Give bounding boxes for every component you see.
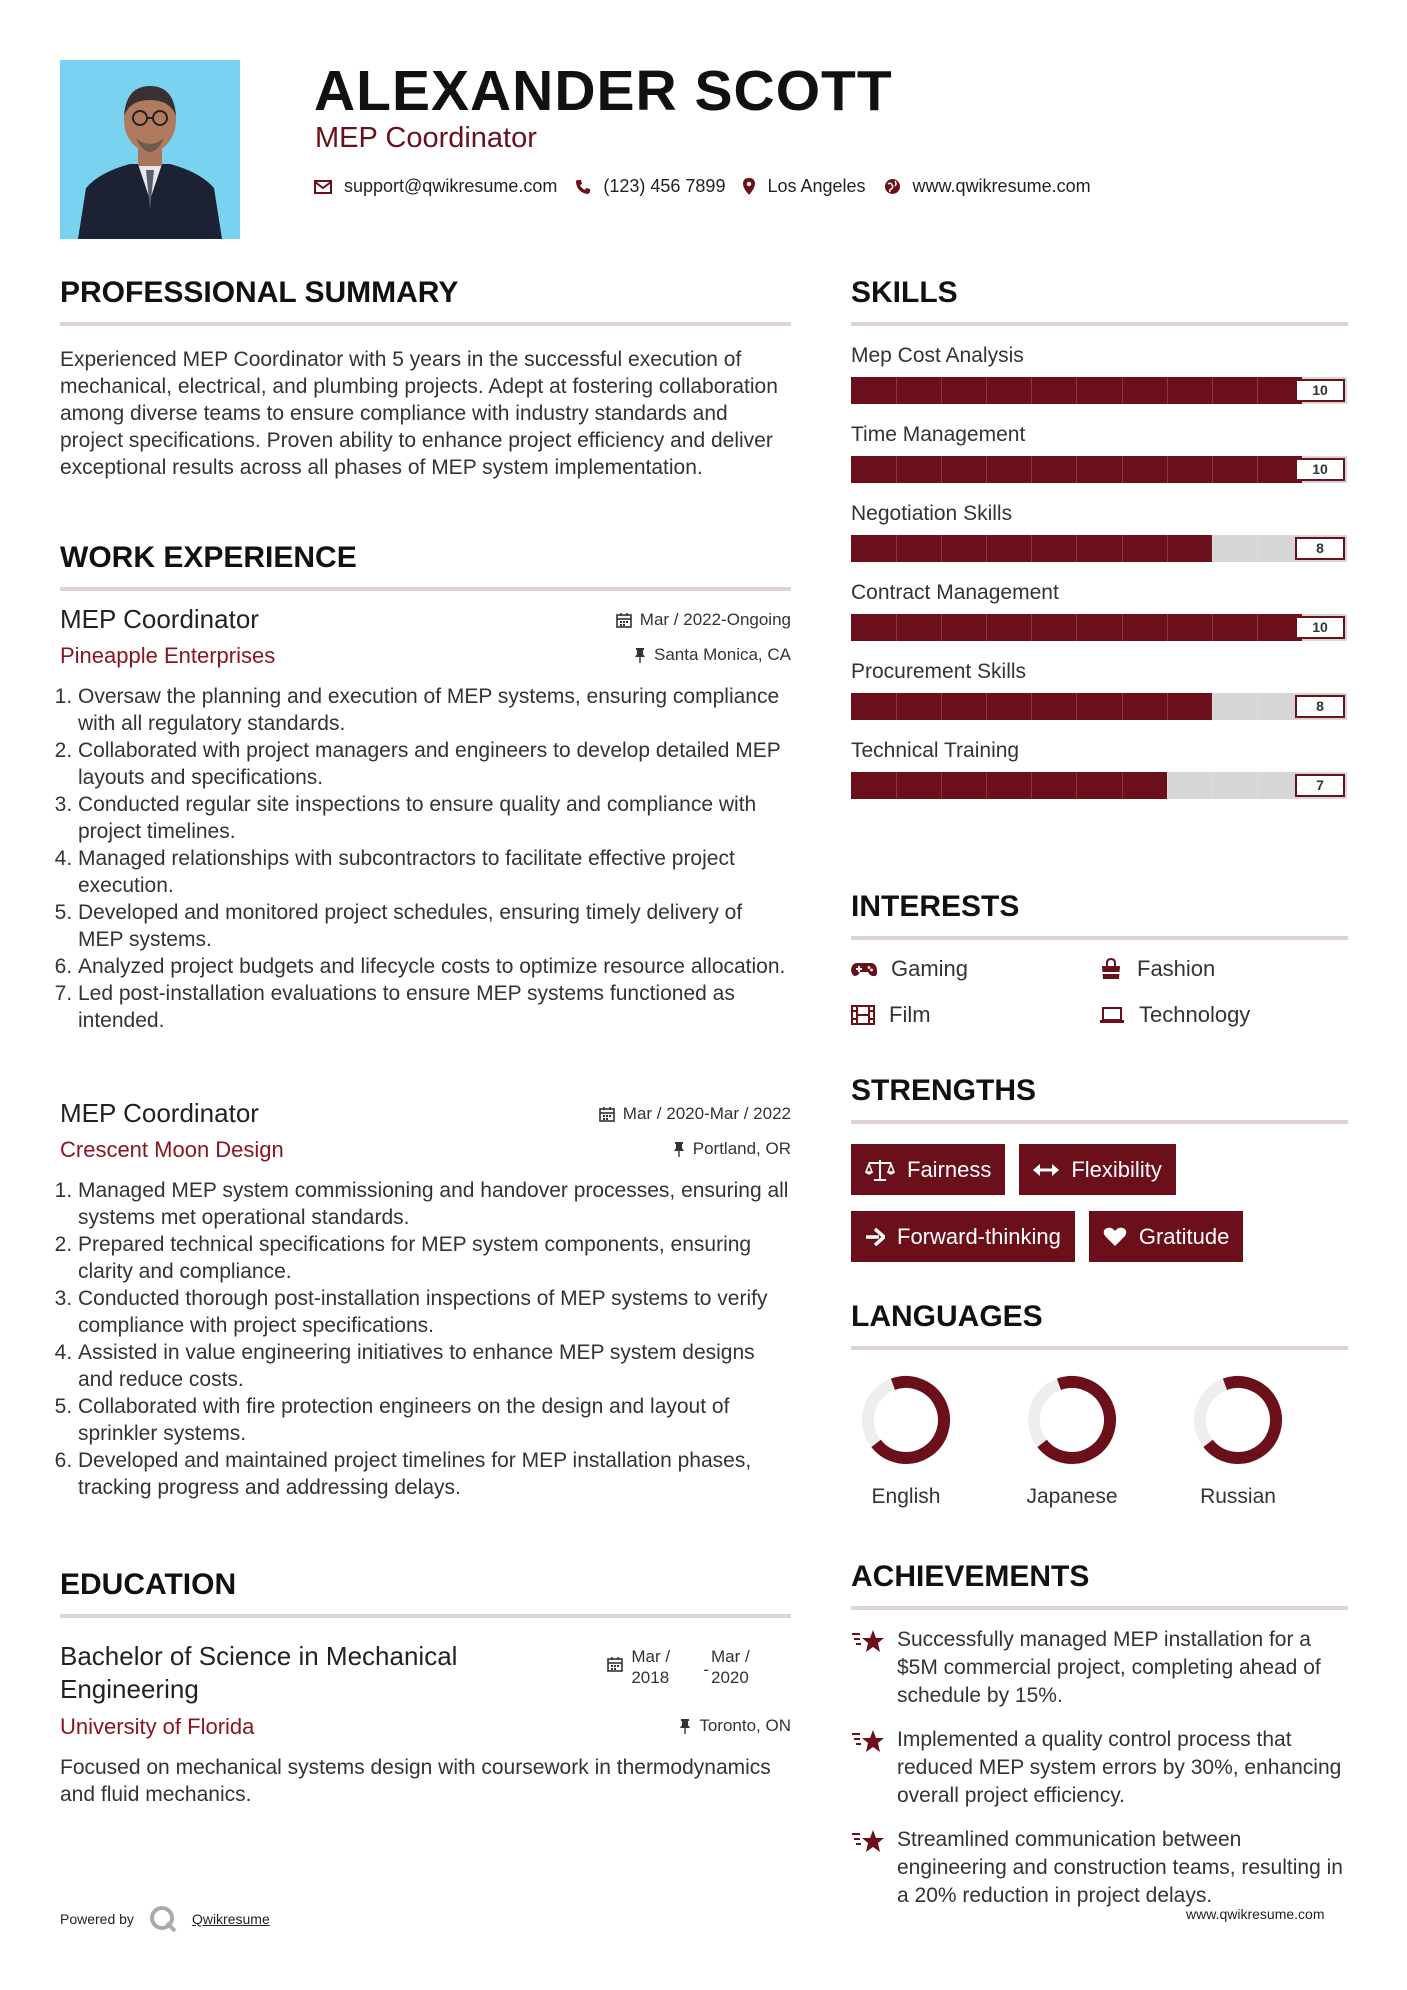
contact-website[interactable]	[884, 176, 1091, 197]
strength-label: Fairness	[907, 1156, 992, 1182]
candidate-name: ALEXANDER SCOTT	[314, 59, 893, 123]
skill-bar-segment	[1031, 456, 1032, 483]
strength-label: Forward-thinking	[897, 1223, 1061, 1249]
skill-bar-segment	[1212, 377, 1213, 404]
skill-bar-segment	[1257, 377, 1258, 404]
section-divider	[60, 587, 791, 591]
envelope-icon	[314, 180, 332, 194]
skill-bar-segment	[986, 456, 987, 483]
skill-bar-segment	[986, 772, 987, 799]
skill-bar-segment	[941, 614, 942, 641]
strength-label: Gratitude	[1138, 1223, 1230, 1249]
job-entry	[60, 1098, 791, 1501]
degree-title: Bachelor of Science in Mechanical Engineering	[60, 1641, 458, 1704]
skill-bar-segment	[986, 614, 987, 641]
skill-bar-segment	[1031, 535, 1032, 562]
section-divider	[851, 1120, 1348, 1124]
skill-item	[851, 581, 1348, 641]
skill-bar-segment	[1122, 377, 1123, 404]
language-item	[1183, 1372, 1293, 1509]
skill-bar-segment	[1076, 693, 1077, 720]
language-name: Japanese	[1026, 1485, 1118, 1508]
list-item: 2. Collaborated with project managers and engineers to develop detailed MEP layouts and specifications.	[78, 737, 791, 791]
contact-phone[interactable]	[575, 176, 725, 197]
skill-bar-segment	[1257, 614, 1258, 641]
star-icon	[851, 1728, 885, 1756]
skills-list	[851, 344, 1348, 799]
achievement-item	[851, 1626, 1348, 1710]
skill-bar	[851, 535, 1347, 562]
footer-powered-by	[60, 1904, 270, 1934]
list-item: 1. Oversaw the planning and execution of MEP systems, ensuring compliance with all regulatory standards.	[78, 683, 791, 737]
interest-label: Technology	[1139, 1002, 1251, 1027]
job-responsibilities	[60, 683, 791, 1034]
film-icon	[851, 1005, 875, 1025]
skill-level: 7	[1295, 774, 1345, 797]
language-gauge	[1017, 1372, 1127, 1468]
interest-item	[851, 956, 1099, 982]
job-date: Mar / 2022-Ongoing	[616, 610, 791, 630]
list-item: 2. Prepared technical specifications for MEP system components, ensuring clarity and compliance.	[78, 1231, 791, 1285]
skill-bar-segment	[1031, 772, 1032, 799]
skills-section	[851, 276, 1348, 799]
list-item: 3. Conducted regular site inspections to ensure quality and compliance with project timelines.	[78, 791, 791, 845]
skill-bar-segment	[1076, 456, 1077, 483]
company-name: Pineapple Enterprises	[60, 643, 276, 668]
list-item: 1. Managed MEP system commissioning and handover processes, ensuring all systems met operational standards.	[78, 1177, 791, 1231]
section-divider	[851, 322, 1348, 326]
star-icon	[851, 1828, 885, 1856]
globe-icon	[884, 178, 901, 195]
achievement-text: Implemented a quality control process that reduced MEP system errors by 30%, enhancing overall project efficiency.	[897, 1728, 1342, 1807]
list-item: 6. Developed and maintained project timelines for MEP installation phases, tracking progress and addressing delays.	[78, 1447, 791, 1501]
strengths-heading: STRENGTHS	[851, 1074, 1037, 1107]
star-icon	[851, 1628, 885, 1656]
skill-bar-segment	[896, 614, 897, 641]
skill-bar-segment	[1212, 614, 1213, 641]
skill-bar-segment	[1076, 614, 1077, 641]
section-divider	[60, 1614, 791, 1618]
strength-tag	[851, 1144, 1005, 1195]
skill-bar-segment	[1167, 772, 1168, 799]
skill-bar-segment	[1257, 693, 1258, 720]
phone-text: (123) 456 7899	[603, 176, 726, 196]
skill-bar-segment	[1257, 456, 1258, 483]
date-separator: -	[703, 1660, 709, 1679]
education-section	[60, 1568, 791, 1808]
skill-bar-segment	[1212, 693, 1213, 720]
skill-bar-segment	[1031, 693, 1032, 720]
interests-section	[851, 890, 1348, 1028]
interest-label: Film	[889, 1002, 931, 1027]
education-location: Toronto, ON	[679, 1716, 791, 1736]
skill-bar-segment	[1122, 614, 1123, 641]
company-name: Crescent Moon Design	[60, 1137, 284, 1162]
skill-bar	[851, 377, 1347, 404]
calendar-icon	[616, 612, 632, 628]
skill-bar	[851, 614, 1347, 641]
pushpin-icon	[679, 1718, 691, 1734]
skill-bar-segment	[1167, 614, 1168, 641]
interest-label: Gaming	[891, 956, 969, 981]
skill-bar-segment	[1167, 535, 1168, 562]
location-text: Los Angeles	[767, 176, 866, 196]
heart-icon	[1103, 1227, 1127, 1247]
skill-bar-segment	[1167, 693, 1168, 720]
website-text: www.qwikresume.com	[912, 176, 1091, 196]
skill-bar-segment	[896, 772, 897, 799]
skill-item	[851, 344, 1348, 404]
language-name: English	[871, 1485, 941, 1508]
education-description: Focused on mechanical systems design with coursework in thermodynamics and fluid mechanics.	[60, 1756, 771, 1806]
summary-section	[60, 276, 791, 481]
skill-bar-segment	[1257, 772, 1258, 799]
laptop-icon	[1099, 1006, 1125, 1024]
job-location: Portland, OR	[673, 1139, 791, 1159]
skill-bar-segment	[1212, 456, 1213, 483]
skill-bar-segment	[986, 377, 987, 404]
list-item: 6. Analyzed project budgets and lifecycle costs to optimize resource allocation.	[78, 953, 791, 980]
section-divider	[851, 1346, 1348, 1350]
achievement-item	[851, 1726, 1348, 1810]
email-text: support@qwikresume.com	[344, 176, 558, 196]
skill-bar-fill	[851, 772, 1167, 799]
language-item	[1017, 1372, 1127, 1509]
skill-name: Technical Training	[851, 739, 1020, 762]
list-item: 5. Collaborated with fire protection engineers on the design and layout of sprinkler systems.	[78, 1393, 791, 1447]
strengths-section	[851, 1074, 1348, 1262]
skill-bar-segment	[1167, 377, 1168, 404]
skill-bar-segment	[941, 377, 942, 404]
languages-section	[851, 1300, 1348, 1509]
skill-item	[851, 739, 1348, 799]
skill-bar-segment	[986, 693, 987, 720]
list-item: 4. Managed relationships with subcontractors to facilitate effective project execution.	[78, 845, 791, 899]
balance-scale-icon	[865, 1159, 895, 1181]
skills-heading: SKILLS	[851, 276, 958, 309]
skill-bar-segment	[1031, 614, 1032, 641]
pushpin-icon	[673, 1141, 685, 1157]
interests-heading: INTERESTS	[851, 890, 1020, 923]
education-start: Mar / 2018	[631, 1647, 671, 1687]
summary-heading: PROFESSIONAL SUMMARY	[60, 276, 459, 309]
skill-bar-segment	[1076, 377, 1077, 404]
job-responsibilities	[60, 1177, 791, 1501]
skill-bar	[851, 693, 1347, 720]
job-title: MEP Coordinator	[60, 1098, 259, 1128]
skill-bar-segment	[1076, 772, 1077, 799]
skill-bar-segment	[1031, 377, 1032, 404]
skill-item	[851, 660, 1348, 720]
shopping-bag-icon	[1099, 958, 1123, 980]
strength-tag	[1089, 1211, 1244, 1262]
skill-bar-segment	[1257, 535, 1258, 562]
skill-item	[851, 423, 1348, 483]
education-end: Mar / 2020	[711, 1647, 750, 1687]
skill-bar-segment	[1076, 535, 1077, 562]
skill-bar-segment	[1122, 693, 1123, 720]
skill-bar-segment	[1167, 456, 1168, 483]
school-name: University of Florida	[60, 1714, 255, 1739]
skill-bar-segment	[896, 377, 897, 404]
arrows-horizontal-icon	[1033, 1163, 1059, 1177]
education-heading: EDUCATION	[60, 1568, 237, 1601]
language-gauge	[851, 1372, 961, 1468]
gamepad-icon	[851, 961, 877, 977]
calendar-icon	[599, 1106, 615, 1122]
strength-tag	[1019, 1144, 1175, 1195]
language-item	[851, 1372, 961, 1509]
interest-item	[1099, 1002, 1347, 1028]
interest-item	[851, 1002, 1099, 1028]
language-gauge	[1183, 1372, 1293, 1468]
skill-name: Time Management	[851, 423, 1026, 446]
profile-photo	[60, 60, 240, 239]
interest-label: Fashion	[1137, 956, 1216, 981]
skill-bar-segment	[941, 693, 942, 720]
achievements-section	[851, 1560, 1348, 1910]
phone-icon	[575, 179, 591, 195]
skill-bar	[851, 456, 1347, 483]
candidate-title: MEP Coordinator	[315, 122, 537, 154]
skill-level: 8	[1295, 537, 1345, 560]
section-divider	[851, 1606, 1348, 1610]
summary-text: Experienced MEP Coordinator with 5 years in the successful execution of mechanical, electrical, and plumbing projects. Adept at fostering collaboration among diverse teams to ensure compliance with industry standards and project specifications. Proven ability to enhance project efficiency and deliver exceptional results across all phases of MEP system implementation.	[60, 348, 778, 479]
skill-bar-segment	[896, 535, 897, 562]
list-item: 3. Conducted thorough post-installation inspections of MEP systems to verify compliance with project specifications.	[78, 1285, 791, 1339]
languages-heading: LANGUAGES	[851, 1300, 1043, 1333]
skill-bar-segment	[941, 535, 942, 562]
skill-bar-segment	[896, 693, 897, 720]
map-marker-icon	[743, 178, 755, 195]
calendar-icon	[607, 1656, 623, 1672]
skill-level: 10	[1295, 458, 1345, 481]
qwikresume-logo-icon	[148, 1904, 178, 1934]
powered-by-label: Powered by	[60, 1911, 134, 1927]
education-dates	[607, 1646, 761, 1706]
list-item: 4. Assisted in value engineering initiatives to enhance MEP system designs and reduce costs.	[78, 1339, 791, 1393]
skill-bar-segment	[941, 456, 942, 483]
job-location: Santa Monica, CA	[634, 645, 791, 665]
language-name: Russian	[1200, 1485, 1276, 1508]
skill-item	[851, 502, 1348, 562]
skill-bar-segment	[1122, 535, 1123, 562]
skill-bar-segment	[1122, 456, 1123, 483]
skill-bar-segment	[941, 772, 942, 799]
list-item: 5. Developed and monitored project schedules, ensuring timely delivery of MEP systems.	[78, 899, 791, 953]
contact-email[interactable]	[314, 176, 557, 197]
brand-link[interactable]: Qwikresume	[191, 1911, 270, 1927]
section-divider	[60, 322, 791, 326]
strength-tag	[851, 1211, 1075, 1262]
interest-item	[1099, 956, 1347, 982]
contact-bar	[314, 176, 1109, 197]
pushpin-icon	[634, 647, 646, 663]
contact-location	[743, 176, 865, 197]
skill-bar-segment	[1212, 772, 1213, 799]
arrow-right-icon	[865, 1228, 885, 1246]
skill-level: 10	[1295, 616, 1345, 639]
achievements-heading: ACHIEVEMENTS	[851, 1560, 1090, 1593]
skill-bar-segment	[986, 535, 987, 562]
experience-heading: WORK EXPERIENCE	[60, 541, 357, 574]
footer-website[interactable]: www.qwikresume.com	[1186, 1906, 1325, 1922]
skill-name: Mep Cost Analysis	[851, 344, 1024, 367]
experience-section	[60, 541, 791, 591]
list-item: 7. Led post-installation evaluations to ensure MEP systems functioned as intended.	[78, 980, 791, 1034]
job-entry	[60, 604, 791, 1034]
achievement-item	[851, 1826, 1348, 1910]
skill-name: Procurement Skills	[851, 660, 1027, 683]
skill-name: Contract Management	[851, 581, 1059, 604]
skill-bar	[851, 772, 1347, 799]
section-divider	[851, 936, 1348, 940]
skill-bar-segment	[1122, 772, 1123, 799]
strength-label: Flexibility	[1071, 1156, 1162, 1182]
job-title: MEP Coordinator	[60, 604, 259, 634]
skill-name: Negotiation Skills	[851, 502, 1013, 525]
job-date: Mar / 2020-Mar / 2022	[599, 1104, 791, 1124]
achievement-text: Successfully managed MEP installation for a $5M commercial project, completing ahead of schedule by 15%.	[897, 1628, 1321, 1707]
skill-bar-segment	[896, 456, 897, 483]
skill-bar-segment	[1212, 535, 1213, 562]
achievement-text: Streamlined communication between engineering and construction teams, resulting in a 20% reduction in project delays.	[897, 1828, 1343, 1907]
skill-level: 10	[1295, 379, 1345, 402]
skill-level: 8	[1295, 695, 1345, 718]
